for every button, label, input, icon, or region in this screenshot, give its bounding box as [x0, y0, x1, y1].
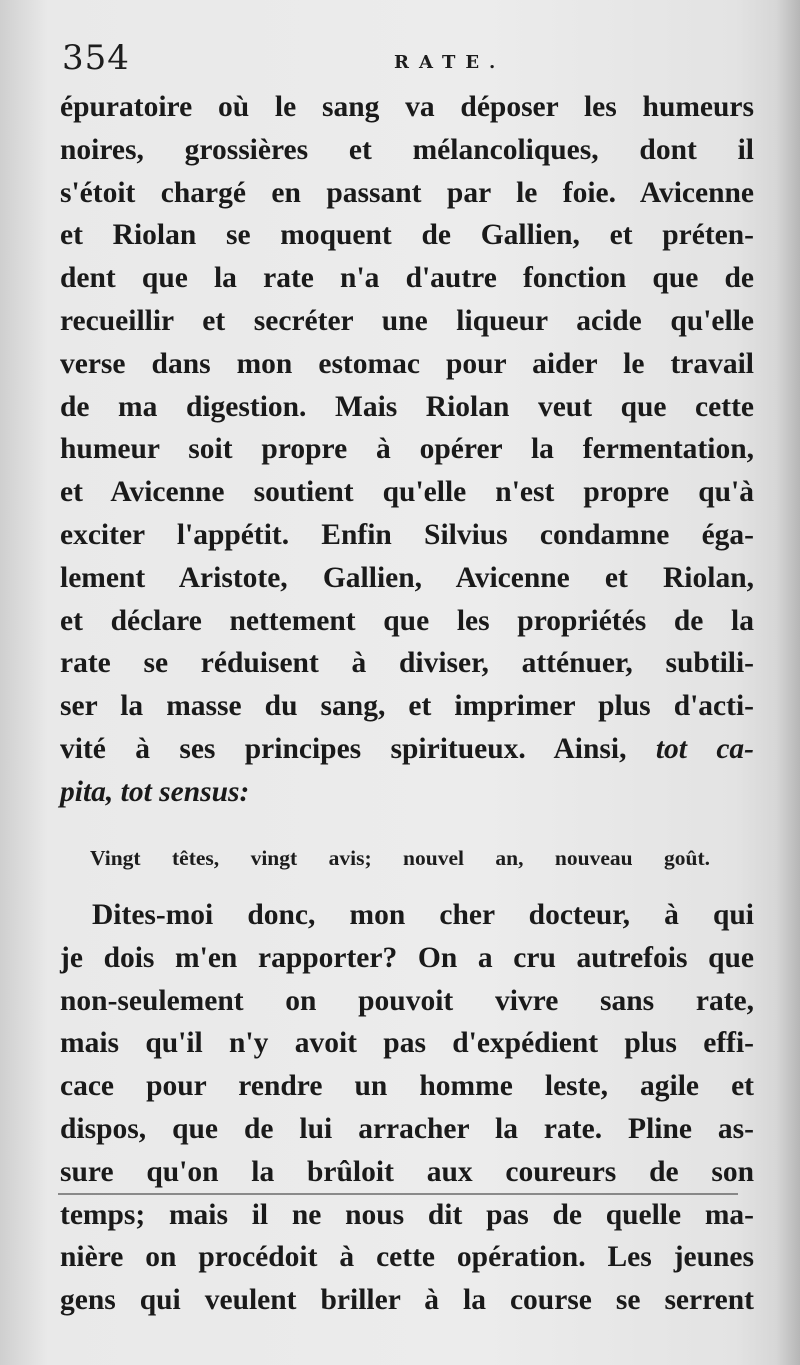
text-line-with-latin	[60, 728, 754, 771]
latin-quote-start: tot ca-	[655, 732, 755, 765]
page-edge-shadow	[776, 0, 800, 1365]
text-line: ser la masse du sang, et imprimer plus d'acti-	[60, 690, 754, 723]
text-segment: vité à ses principes spiritueux. Ainsi,	[60, 732, 627, 765]
latin-quote-end	[60, 771, 754, 814]
text-line: s'étoit chargé en passant par le foie. Avicenne	[60, 176, 754, 209]
text-line: temps; mais il ne nous dit pas de quelle ma-	[60, 1198, 754, 1231]
text-line: dent que la rate n'a d'autre fonction que de	[60, 262, 754, 295]
text-line: gens qui veulent briller à la course se serrent	[60, 1284, 754, 1317]
text-line: exciter l'appétit. Enfin Silvius condamne éga-	[60, 518, 754, 551]
text-line: verse dans mon estomac pour aider le travail	[60, 347, 754, 380]
page-number: 354	[62, 38, 130, 78]
text-line: mais qu'il n'y avoit pas d'expédient plus effi-	[60, 1027, 754, 1060]
text-line: et Riolan se moquent de Gallien, et préten-	[60, 219, 754, 252]
latin-quote-text: pita, tot sensus:	[60, 775, 250, 808]
text-line: et Avicenne soutient qu'elle n'est propre qu'à	[60, 476, 754, 509]
text-line: recueillir et secréter une liqueur acide qu'elle	[60, 304, 754, 337]
footnote-rule	[58, 1193, 738, 1195]
text-line: je dois m'en rapporter? On a cru autrefois que	[60, 941, 754, 974]
paragraph-2	[60, 894, 754, 1322]
verse-quote: Vingt têtes, vingt avis; nouvel an, nouveau goût.	[90, 846, 710, 870]
text-line: de ma digestion. Mais Riolan veut que cette	[60, 390, 754, 423]
text-line: humeur soit propre à opérer la fermentation,	[60, 433, 754, 466]
text-line: sure qu'on la brûloit aux coureurs de son	[60, 1155, 754, 1188]
text-line: cace pour rendre un homme leste, agile et	[60, 1070, 754, 1103]
paragraph-1	[60, 86, 754, 814]
text-line: rate se réduisent à diviser, atténuer, subtili-	[60, 647, 754, 680]
text-line: nière on procédoit à cette opération. Les jeunes	[60, 1241, 754, 1274]
page-header	[62, 38, 752, 86]
text-line: et déclare nettement que les propriétés de la	[60, 604, 754, 637]
text-line: non-seulement on pouvoit vivre sans rate,	[60, 984, 754, 1017]
text-line: dispos, que de lui arracher la rate. Pline as-	[60, 1112, 754, 1145]
text-line: lement Aristote, Gallien, Avicenne et Riolan,	[60, 561, 754, 594]
text-line: épuratoire où le sang va déposer les humeurs	[60, 91, 754, 123]
running-head: RATE.	[394, 52, 506, 73]
text-line: noires, grossières et mélancoliques, dont il	[60, 133, 754, 166]
text-line: Dites-moi donc, mon cher docteur, à qui	[92, 899, 754, 931]
